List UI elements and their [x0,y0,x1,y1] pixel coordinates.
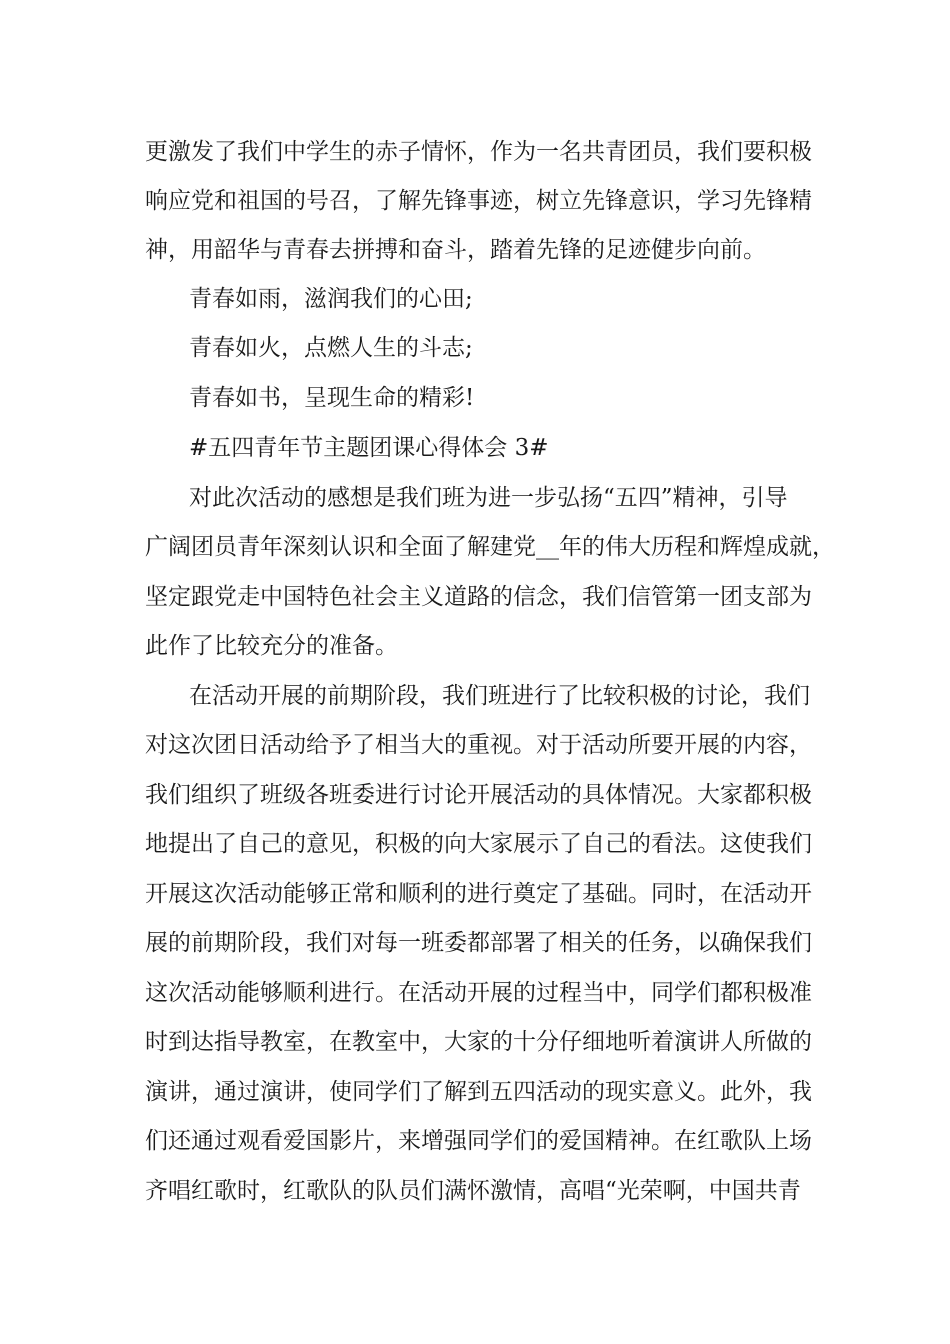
text-line: 这次活动能够顺利进行。在活动开展的过程当中，同学们都积极准 [145,980,812,1006]
text-line: 此作了比较充分的准备。 [145,633,398,659]
text-line: 广阔团员青年深刻认识和全面了解建党__年的伟大历程和辉煌成就， [145,534,835,560]
text-line: 时到达指导教室，在教室中，大家的十分仔细地听着演讲人所做的 [145,1029,812,1055]
text-line: 展的前期阶段，我们对每一班委都部署了相关的任务，以确保我们 [145,930,812,956]
text-line: 我们组织了班级各班委进行讨论开展活动的具体情况。大家都积极 [145,782,812,808]
verse-line: 青春如雨，滋润我们的心田; [189,286,473,312]
text-line: 们还通过观看爱国影片，来增强同学们的爱国精神。在红歌队上场 [145,1128,812,1154]
text-line: 坚定跟党走中国特色社会主义道路的信念，我们信管第一团支部为 [145,584,812,610]
text-line: 地提出了自己的意见，积极的向大家展示了自己的看法。这使我们 [145,831,812,857]
text-line: 神，用韶华与青春去拼搏和奋斗，踏着先锋的足迹健步向前。 [145,237,766,263]
verse-line: 青春如书，呈现生命的精彩! [189,385,475,411]
text-line: 对这次团日活动给予了相当大的重视。对于活动所要开展的内容， [145,732,812,758]
text-line: 对此次活动的感想是我们班为进一步弘扬“五四”精神，引导 [189,485,788,511]
text-line: 开展这次活动能够正常和顺利的进行奠定了基础。同时，在活动开 [145,881,812,907]
text-line: 更激发了我们中学生的赤子情怀，作为一名共青团员，我们要积极 [145,139,812,165]
text-line: 演讲，通过演讲，使同学们了解到五四活动的现实意义。此外，我 [145,1079,812,1105]
section-heading: #五四青年节主题团课心得体会 3# [189,435,549,461]
text-line: 在活动开展的前期阶段，我们班进行了比较积极的讨论，我们 [189,683,810,709]
text-line: 响应党和祖国的号召，了解先锋事迹，树立先锋意识，学习先锋精 [145,188,812,214]
verse-line: 青春如火，点燃人生的斗志; [189,335,473,361]
text-line: 齐唱红歌时，红歌队的队员们满怀激情，高唱“光荣啊，中国共青 [145,1178,801,1204]
